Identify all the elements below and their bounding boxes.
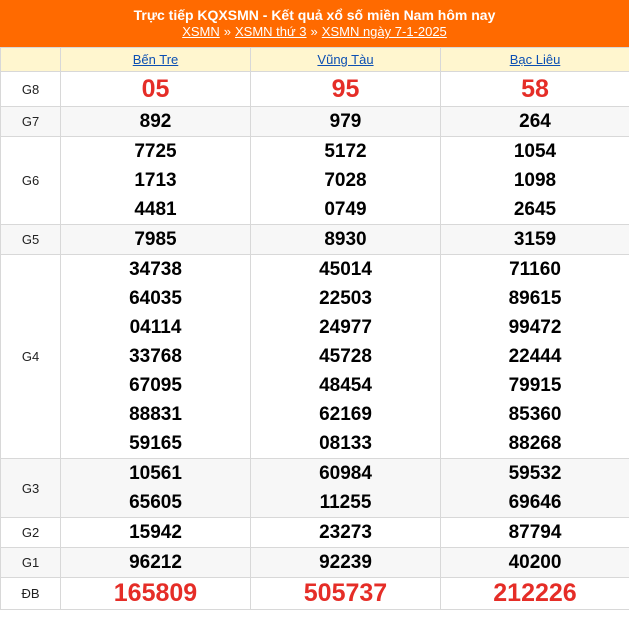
prize-row [1,107,629,137]
prize-label: G7 [1,107,61,137]
results-table [0,47,629,610]
prize-table-body [1,72,629,610]
prize-number: 10561 [129,463,182,484]
province-header [251,48,441,72]
prize-number: 59532 [508,463,562,484]
prize-cell [61,225,251,255]
prize-number: 264 [519,111,551,132]
province-header-row [1,48,629,72]
prize-number: 1054 [513,141,557,162]
prize-number: 7028 [324,170,367,191]
prize-cell [441,459,629,518]
prize-label: G6 [1,137,61,225]
prize-number: 64035 [129,288,182,309]
prize-cell [61,459,251,518]
prize-number: 165809 [113,579,198,607]
prize-number: 62169 [319,404,372,425]
prize-cell [251,72,441,107]
prize-cell [251,548,441,578]
prize-cell [61,107,251,137]
prize-row [1,72,629,107]
prize-number: 58 [521,75,549,103]
prize-cell [441,518,629,548]
prize-number: 92239 [319,552,372,573]
prize-cell [251,107,441,137]
prize-number: 15942 [129,522,182,543]
prize-number: 88268 [508,433,562,454]
breadcrumb-link-xsmn[interactable]: XSMN [182,24,220,39]
prize-number: 979 [329,111,362,132]
prize-label: G3 [1,459,61,518]
prize-number: 1098 [513,170,557,191]
prize-number: 2645 [513,199,557,220]
prize-number: 95 [331,75,360,103]
prize-number: 1713 [134,170,177,191]
prize-row [1,137,629,225]
breadcrumb [0,24,629,40]
breadcrumb-link-weekday[interactable]: XSMN thứ 3 [234,24,307,39]
prize-label: G5 [1,225,61,255]
breadcrumb-separator: » [223,24,231,39]
prize-cell [61,255,251,459]
prize-number: 67095 [129,375,182,396]
header-corner [1,48,61,72]
prize-number: 59165 [129,433,182,454]
prize-number: 11255 [319,492,372,513]
prize-number: 87794 [508,522,562,543]
prize-number: 71160 [509,259,561,280]
prize-cell [251,578,441,610]
prize-label: G4 [1,255,61,459]
prize-cell [251,459,441,518]
prize-number: 7725 [134,141,177,162]
prize-cell [61,548,251,578]
prize-number: 85360 [508,404,562,425]
province-link-bac-lieu[interactable]: Bạc Liêu [509,52,561,67]
prize-cell [61,578,251,610]
prize-number: 60984 [319,463,372,484]
prize-row [1,548,629,578]
prize-number: 88831 [129,404,182,425]
prize-cell [251,255,441,459]
prize-cell [251,225,441,255]
prize-number: 8930 [324,229,367,250]
prize-cell [441,137,629,225]
prize-row [1,578,629,610]
province-link-ben-tre[interactable]: Bến Tre [132,52,179,67]
prize-number: 45014 [319,259,372,280]
prize-number: 89615 [508,288,562,309]
prize-number: 3159 [513,229,557,250]
prize-number: 65605 [129,492,182,513]
prize-number: 04114 [129,317,182,338]
prize-number: 96212 [129,552,182,573]
province-header [61,48,251,72]
prize-cell [441,107,629,137]
prize-number: 5172 [324,141,367,162]
breadcrumb-separator: » [310,24,318,39]
prize-cell [441,578,629,610]
prize-number: 08133 [319,433,372,454]
prize-number: 22444 [508,346,562,367]
prize-number: 505737 [303,579,388,607]
prize-number: 05 [141,75,170,103]
prize-number: 892 [139,111,172,132]
prize-label: G2 [1,518,61,548]
prize-row [1,225,629,255]
breadcrumb-link-date[interactable]: XSMN ngày 7-1-2025 [321,24,447,39]
prize-label: G8 [1,72,61,107]
province-link-vung-tau[interactable]: Vũng Tàu [317,52,374,67]
prize-number: 33768 [129,346,182,367]
prize-number: 0749 [324,199,367,220]
prize-number: 99472 [508,317,562,338]
prize-number: 34738 [129,259,182,280]
page-header [0,0,629,47]
prize-cell [441,72,629,107]
prize-number: 24977 [319,317,372,338]
page-title: Trực tiếp KQXSMN - Kết quả xổ số miền Nam hôm nay [133,7,496,23]
prize-row [1,518,629,548]
prize-cell [441,225,629,255]
prize-number: 4481 [134,199,177,220]
prize-cell [251,137,441,225]
prize-cell [251,518,441,548]
prize-label: G1 [1,548,61,578]
prize-number: 45728 [319,346,372,367]
prize-number: 212226 [493,579,577,607]
prize-number: 23273 [319,522,372,543]
prize-cell [61,72,251,107]
prize-number: 7985 [134,229,177,250]
prize-number: 22503 [319,288,372,309]
province-header [441,48,629,72]
prize-label: ĐB [1,578,61,610]
prize-cell [441,255,629,459]
prize-cell [61,137,251,225]
prize-number: 69646 [508,492,562,513]
prize-row [1,459,629,518]
prize-number: 79915 [508,375,562,396]
prize-row [1,255,629,459]
prize-number: 40200 [508,552,562,573]
prize-cell [61,518,251,548]
prize-cell [441,548,629,578]
prize-number: 48454 [319,375,372,396]
